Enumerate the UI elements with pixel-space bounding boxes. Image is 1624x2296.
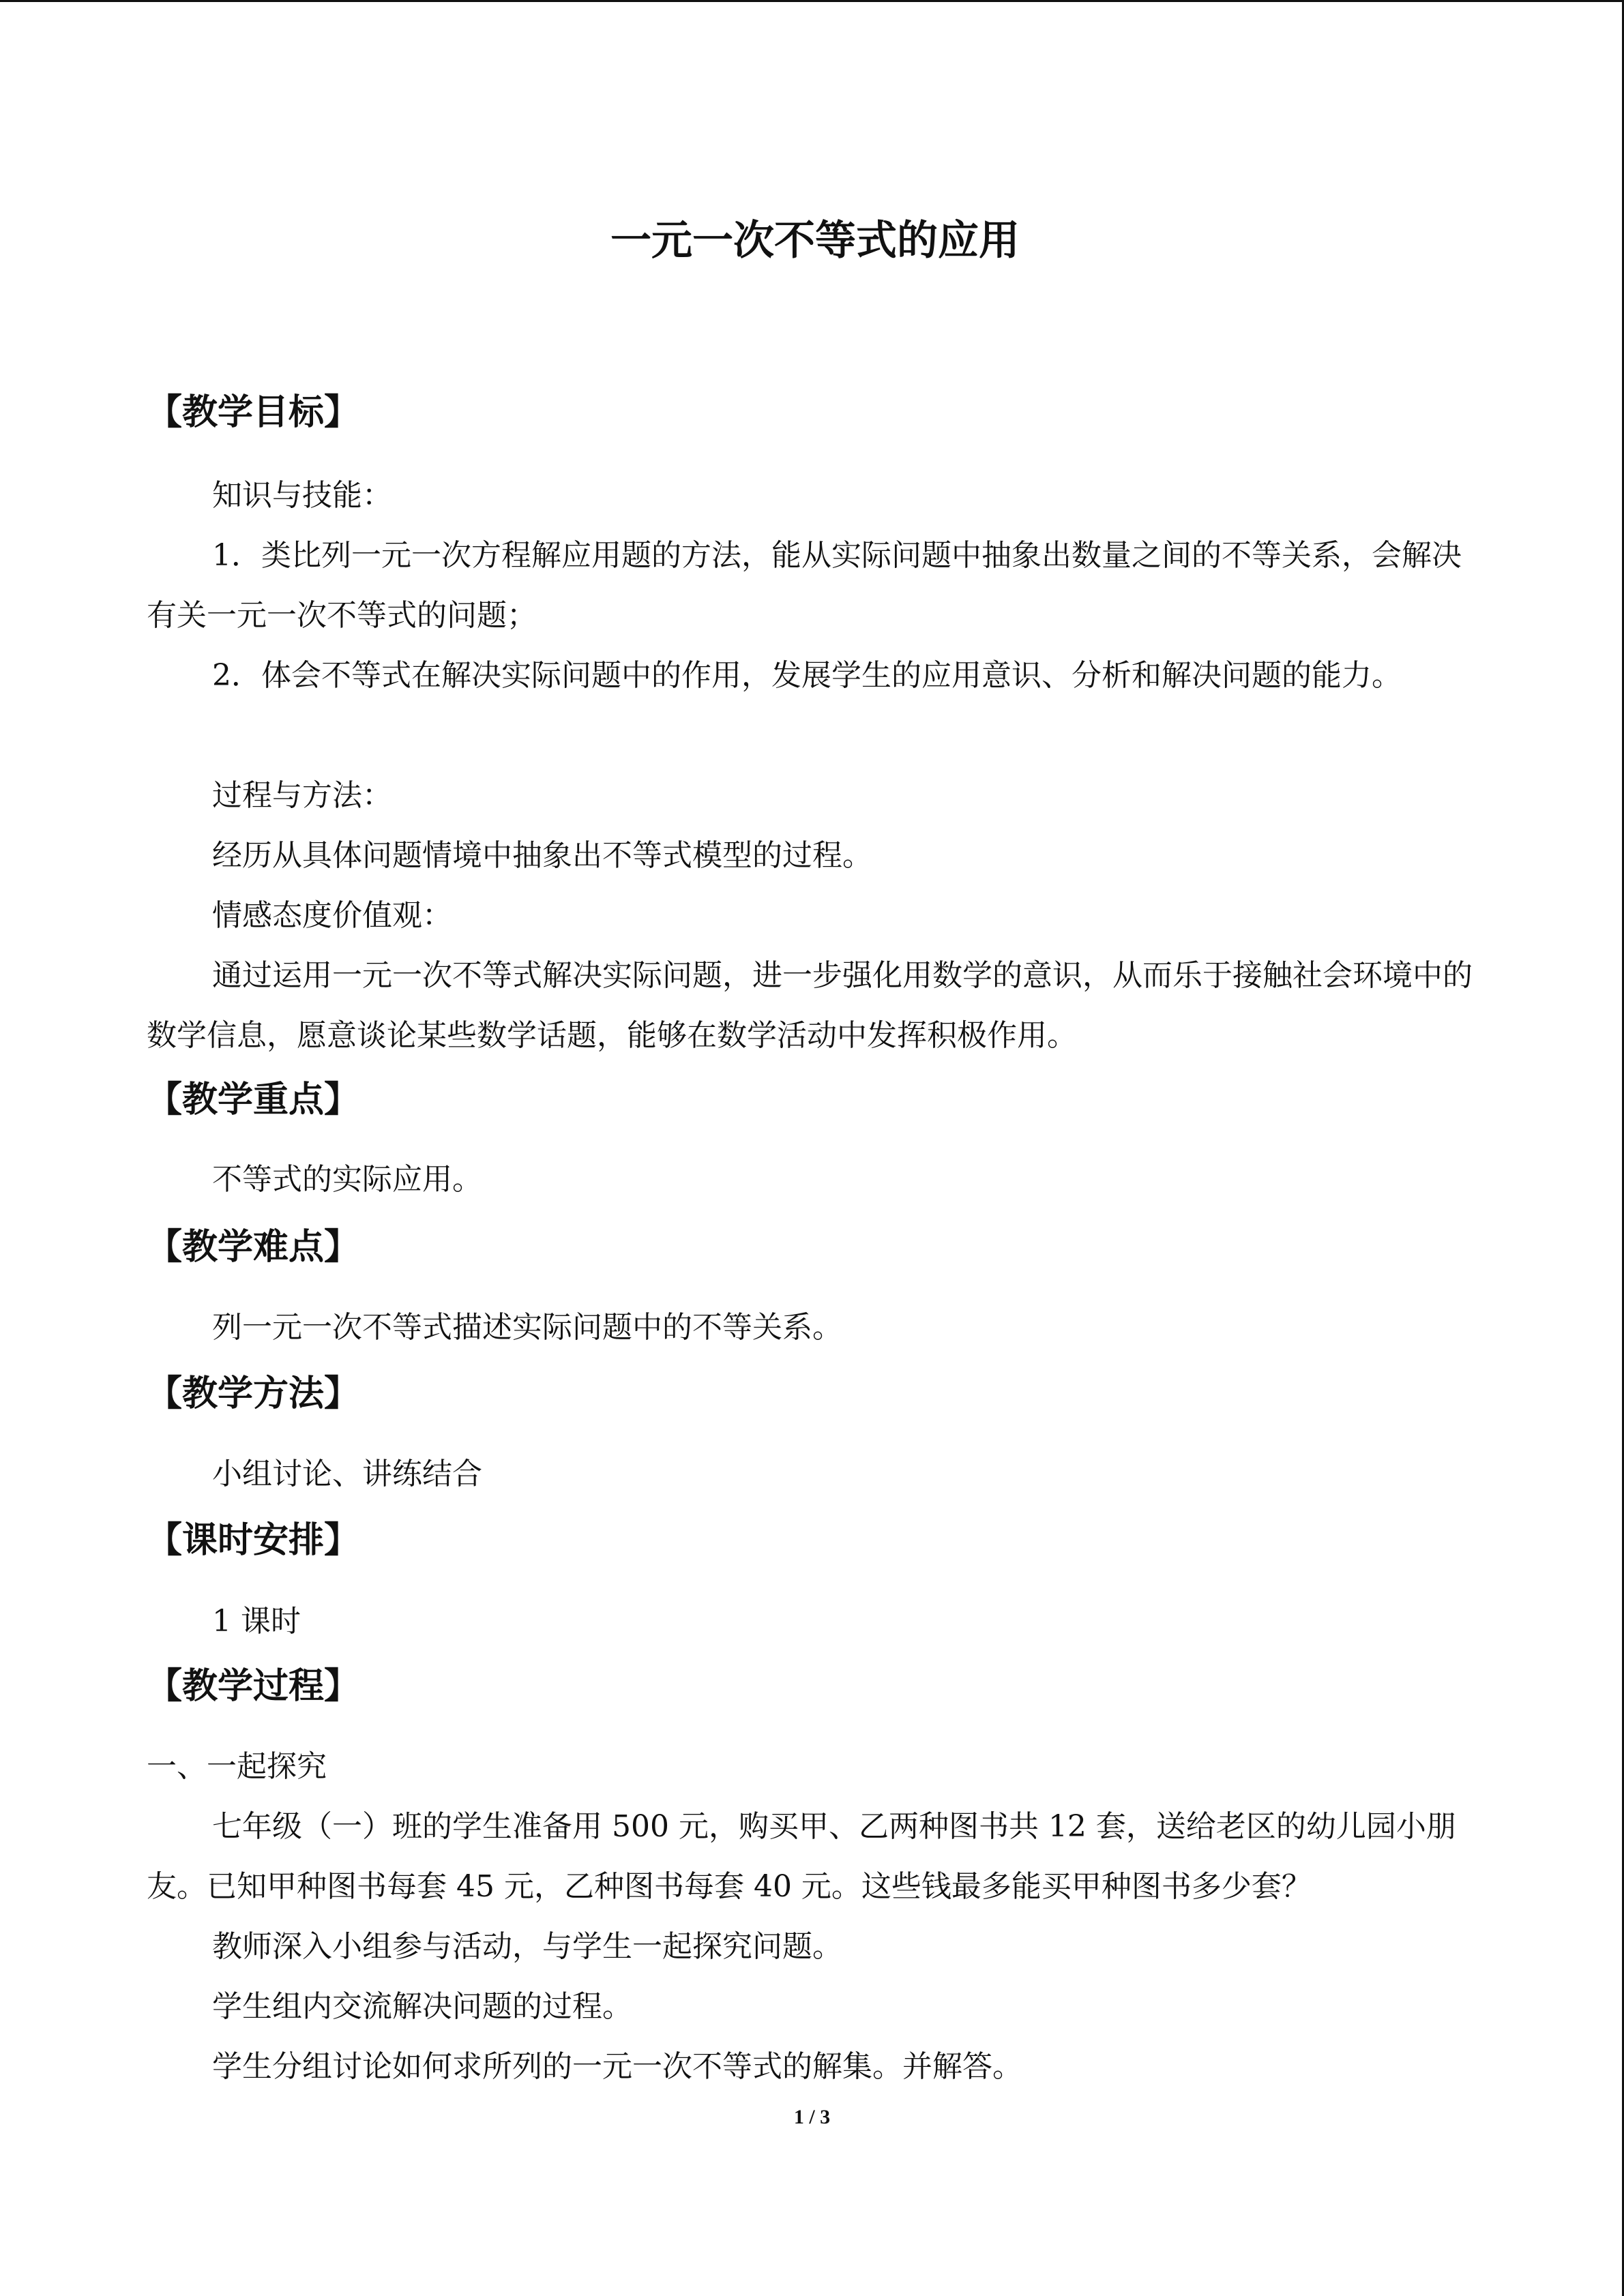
heading-methods: 【教学方法】 (147, 1373, 360, 1414)
process-step-1: 教师深入小组参与活动，与学生一起探究问题。 (212, 1929, 842, 1964)
key-points-text: 不等式的实际应用。 (212, 1162, 482, 1197)
heading-process: 【教学过程】 (147, 1666, 360, 1707)
schedule-text: 1 课时 (212, 1604, 301, 1639)
page-number: 1 / 3 (793, 2106, 831, 2128)
difficulties-text: 列一元一次不等式描述实际问题中的不等关系。 (212, 1310, 842, 1345)
heading-objectives: 【教学目标】 (147, 392, 360, 433)
problem-statement: 七年级（一）班的学生准备用 500 元，购买甲、乙两种图书共 12 套，送给老区的幼儿园小朋友。已知甲种图书每套 45 元，乙种图书每套 40 元。这些钱最多能买甲种图书多少套？ (147, 1809, 1456, 1904)
process-step-3: 学生分组讨论如何求所列的一元一次不等式的解集。并解答。 (212, 2049, 1022, 2084)
top-border (0, 0, 1624, 2)
heading-schedule: 【课时安排】 (147, 1520, 360, 1561)
heading-key-points: 【教学重点】 (147, 1079, 360, 1120)
process-method-label: 过程与方法： (212, 778, 392, 813)
objective-item-1: 1．类比列一元一次方程解应用题的方法，能从实际问题中抽象出数量之间的不等关系，会解决有关一元一次不等式的问题； (147, 538, 1462, 633)
process-method-text: 经历从具体问题情境中抽象出不等式模型的过程。 (212, 838, 872, 873)
knowledge-skill-label: 知识与技能： (212, 478, 392, 513)
attitude-values-text: 通过运用一元一次不等式解决实际问题，进一步强化用数学的意识，从而乐于接触社会环境中的数学信息，愿意谈论某些数学话题，能够在数学活动中发挥积极作用。 (147, 958, 1473, 1053)
heading-difficulties: 【教学难点】 (147, 1227, 360, 1268)
attitude-values-label: 情感态度价值观： (212, 898, 452, 933)
document-title: 一元一次不等式的应用 (610, 217, 1020, 265)
methods-text: 小组讨论、讲练结合 (212, 1457, 482, 1491)
objective-item-2: 2．体会不等式在解决实际问题中的作用，发展学生的应用意识、分析和解决问题的能力。 (212, 658, 1402, 693)
process-step-2: 学生组内交流解决问题的过程。 (212, 1989, 632, 2024)
process-part-1-label: 一、一起探究 (147, 1749, 327, 1784)
